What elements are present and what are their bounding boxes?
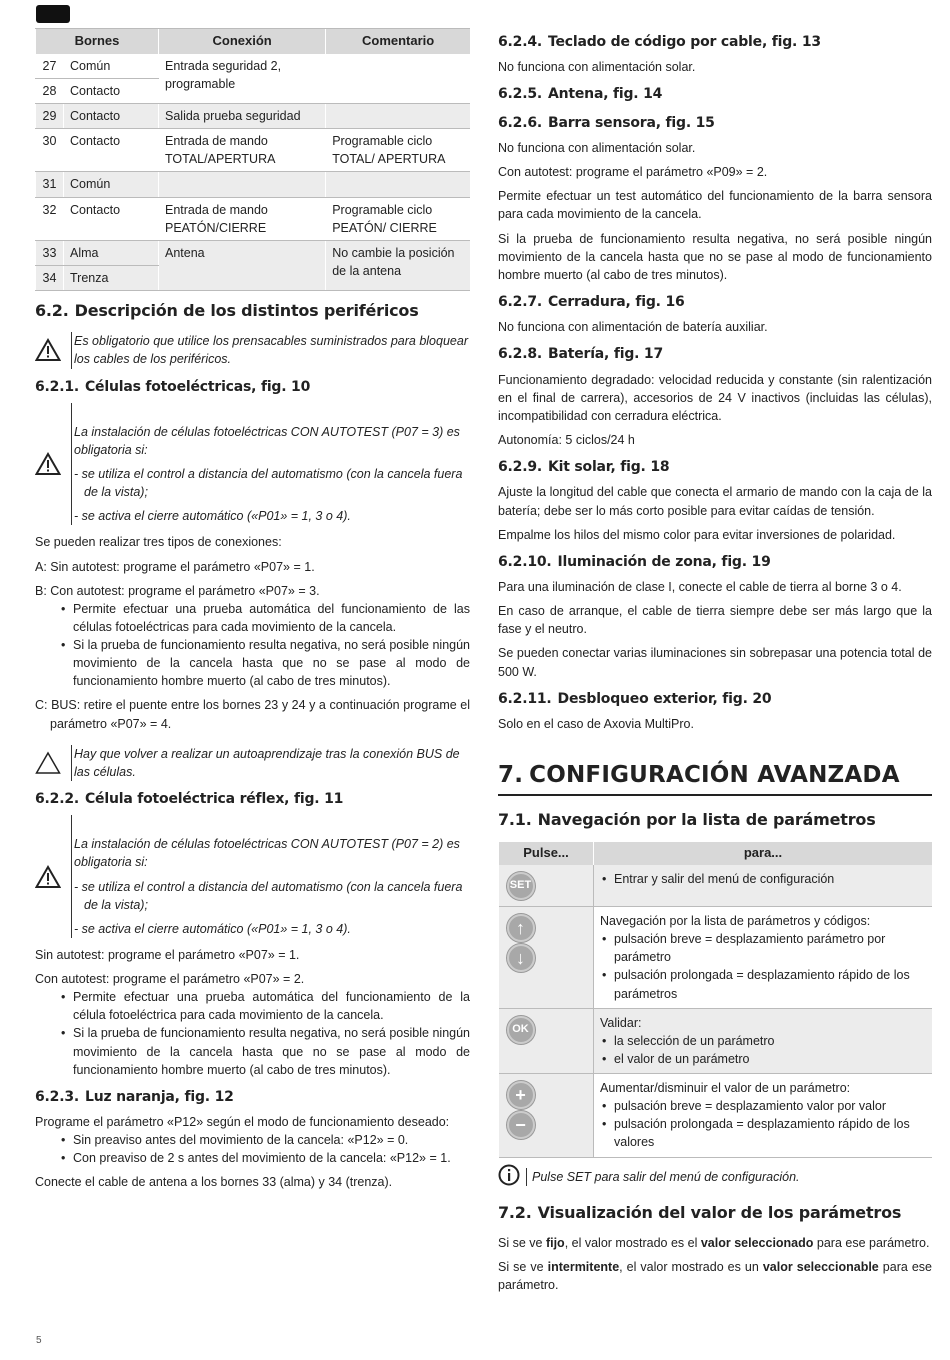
warning-note: [35, 403, 470, 526]
cell-borne: Común: [64, 172, 159, 197]
set-button-icon: SET: [507, 872, 535, 900]
warning-icon: [35, 332, 71, 368]
paragraph: C: BUS: retire el puente entre los bornes 23 y 24 y a continuación programe el parámetro «P07» = 4.: [35, 698, 470, 731]
warning-text: - se activa el cierre automático («P01» = 1, 3 o 4).: [74, 509, 351, 524]
warning-text: - se utiliza el control a distancia del automatismo (con la cancela fuera de la vista);: [74, 879, 463, 912]
paragraph: Solo en el caso de Axovia MultiPro.: [498, 717, 694, 731]
bullet-list: [35, 988, 470, 1079]
cell-borne: Común: [64, 54, 159, 79]
caution-icon: [35, 745, 71, 781]
cell-borne: Contacto: [64, 197, 159, 240]
paragraph: Sin autotest: programe el parámetro «P07» = 1.: [35, 947, 300, 962]
warning-note: [35, 332, 470, 368]
cell-comentario: Programable ciclo TOTAL/ APERTURA: [326, 129, 470, 172]
bullet-list: [35, 1131, 470, 1167]
cell-comentario: Programable ciclo PEATÓN/ CIERRE: [326, 197, 470, 240]
cell-num: 28: [36, 78, 64, 103]
paragraph: Si se ve fijo, el valor mostrado es el valor seleccionado para ese parámetro.: [498, 1235, 930, 1250]
section-6-2-10-heading: 6.2.10. Iluminación de zona, fig. 19: [498, 553, 771, 570]
paragraph: Conecte el cable de antena a los bornes 33 (alma) y 34 (trenza).: [35, 1175, 393, 1190]
chapter-7-heading: 7. CONFIGURACIÓN AVANZADA: [498, 747, 932, 796]
section-6-2-1-heading: 6.2.1. Células fotoeléctricas, fig. 10: [35, 378, 311, 395]
row-text: Validar:: [600, 1015, 642, 1030]
cell-borne: Trenza: [64, 265, 159, 290]
paragraph: Si la prueba de funcionamiento resulta negativa, no será posible ningún movimiento de la cancela hasta que no se pase al modo de funcionamiento hombre muerto (al cabo de tres minutos).: [498, 231, 932, 282]
warning-text: - se activa el cierre automático («P01» = 1, 3 o 4).: [74, 921, 351, 936]
section-6-2-9-heading: 6.2.9. Kit solar, fig. 18: [498, 459, 670, 476]
cell-conexion: Entrada de mando PEATÓN/CIERRE: [159, 197, 326, 240]
bullet-list: [35, 600, 470, 691]
terminals-table: [35, 28, 470, 291]
col-header-conexion: Conexión: [159, 29, 326, 54]
warning-icon: [35, 815, 71, 938]
warning-text: Es obligatorio que utilice los prensacables suministrados para bloquear los cables de los periféricos.: [74, 334, 468, 367]
list-item: • pulsación prolongada = desplazamiento rápido de los parámetros: [600, 966, 926, 1002]
left-column: [35, 28, 470, 1198]
paragraph: Ajuste la longitud del cable que conecta el armario de mando con la caja de la batería; debe ser lo más corto posible para evitar caídas de tensión.: [498, 485, 932, 518]
table-row: [36, 240, 471, 265]
warning-note: [35, 815, 470, 938]
paragraph: En caso de arranque, el cable de tierra siempre debe ser más largo que la fase y el neutro.: [498, 604, 932, 637]
table-row: [36, 129, 471, 172]
list-item: • pulsación breve = desplazamiento valor por valor: [600, 1097, 926, 1115]
table-row: [36, 54, 471, 79]
list-item: • Si la prueba de funcionamiento resulta negativa, no será posible ningún movimiento de la cancela hasta que no se pase al modo de funcionamiento hombre muerto (al cabo de tres minutos).: [35, 1024, 470, 1078]
section-6-2-5-heading: 6.2.5. Antena, fig. 14: [498, 86, 663, 103]
language-flag: [36, 5, 70, 23]
warning-icon: [35, 403, 71, 526]
list-item: • Permite efectuar una prueba automática del funcionamiento de las células fotoeléctricas para cada movimiento de la cancela.: [35, 600, 470, 636]
paragraph: No funciona con alimentación solar.: [498, 141, 696, 156]
right-column: [498, 24, 932, 1300]
paragraph: Empalme los hilos del mismo color para evitar inversiones de polaridad.: [498, 527, 896, 542]
col-header-para: para...: [594, 842, 933, 865]
paragraph: Permite efectuar un test automático del funcionamiento de la barra sensora para cada movimiento de la cancela.: [498, 189, 932, 222]
paragraph: Con autotest: programe el parámetro «P07» = 2.: [35, 972, 305, 986]
cell-conexion: Entrada seguridad 2, programable: [159, 54, 326, 104]
section-6-2-heading: 6.2. Descripción de los distintos periféricos: [35, 301, 419, 321]
section-6-2-7-heading: 6.2.7. Cerradura, fig. 16: [498, 293, 685, 310]
list-item: • pulsación prolongada = desplazamiento rápido de los valores: [600, 1115, 926, 1151]
ok-button-icon: OK: [507, 1016, 535, 1044]
cell-num: 31: [36, 172, 64, 197]
cell-comentario: No cambie la posición de la antena: [326, 240, 470, 290]
cell-num: 27: [36, 54, 64, 79]
list-item: • Si la prueba de funcionamiento resulta negativa, no será posible ningún movimiento de la cancela hasta que no se pase al modo de funcionamiento hombre muerto (al cabo de tres minutos).: [35, 636, 470, 690]
cell-conexion: Antena: [159, 240, 326, 290]
note-text: Hay que volver a realizar un autoaprendizaje tras la conexión BUS de las células.: [74, 746, 460, 779]
down-arrow-button-icon: ↓: [507, 944, 535, 972]
list-item: • Sin preaviso antes del movimiento de la cancela: «P12» = 0.: [35, 1131, 470, 1149]
warning-text: La instalación de células fotoeléctricas CON AUTOTEST (P07 = 3) es obligatoria si:: [74, 424, 460, 457]
paragraph: Con autotest: programe el parámetro «P09» = 2.: [498, 165, 768, 180]
up-arrow-button-icon: ↑: [507, 914, 535, 942]
section-6-2-8-heading: 6.2.8. Batería, fig. 17: [498, 346, 664, 363]
caution-note: [35, 745, 470, 781]
paragraph: Se pueden realizar tres tipos de conexiones:: [35, 535, 282, 550]
paragraph: Programe el parámetro «P12» según el modo de funcionamiento deseado:: [35, 1115, 450, 1130]
table-row: [36, 197, 471, 240]
table-row: [499, 865, 933, 907]
section-7-1-heading: 7.1. Navegación por la lista de parámetros: [498, 810, 876, 830]
cell-conexion: [159, 172, 326, 197]
table-row: [36, 172, 471, 197]
section-7-2-heading: 7.2. Visualización del valor de los parámetros: [498, 1202, 902, 1222]
paragraph: Si se ve intermitente, el valor mostrado es un valor seleccionable para ese parámetro.: [498, 1259, 932, 1293]
col-header-pulse: Pulse...: [499, 842, 594, 865]
cell-conexion: Entrada de mando TOTAL/APERTURA: [159, 129, 326, 172]
cell-borne: Alma: [64, 240, 159, 265]
paragraph: No funciona con alimentación solar.: [498, 60, 696, 75]
table-row: [499, 1008, 933, 1073]
col-header-bornes: Bornes: [36, 29, 159, 54]
info-note: [498, 1164, 932, 1191]
section-6-2-11-heading: 6.2.11. Desbloqueo exterior, fig. 20: [498, 690, 772, 707]
paragraph: No funciona con alimentación de batería auxiliar.: [498, 320, 768, 335]
paragraph: Autonomía: 5 ciclos/24 h: [498, 432, 635, 447]
list-item: • la selección de un parámetro: [600, 1032, 926, 1050]
cell-num: 29: [36, 104, 64, 129]
cell-conexion: Salida prueba seguridad: [159, 104, 326, 129]
cell-num: 33: [36, 240, 64, 265]
cell-borne: Contacto: [64, 129, 159, 172]
list-item: • Entrar y salir del menú de configuración: [600, 870, 926, 888]
info-icon: [498, 1164, 526, 1191]
paragraph: B: Con autotest: programe el parámetro «P07» = 3.: [35, 583, 320, 598]
list-item: • pulsación breve = desplazamiento parámetro por parámetro: [600, 930, 926, 966]
list-item: • Permite efectuar una prueba automática del funcionamiento de la célula fotoeléctrica para cada movimiento de la cancela.: [35, 988, 470, 1024]
cell-borne: Contacto: [64, 104, 159, 129]
cell-comentario: [326, 172, 470, 197]
col-header-comentario: Comentario: [326, 29, 470, 54]
section-6-2-3-heading: 6.2.3. Luz naranja, fig. 12: [35, 1088, 234, 1105]
list-item: • el valor de un parámetro: [600, 1050, 926, 1068]
page-number: 5: [36, 1335, 42, 1346]
table-row: [499, 1074, 933, 1158]
cell-comentario: [326, 54, 470, 104]
cell-num: 34: [36, 265, 64, 290]
info-text: Pulse SET para salir del menú de configuración.: [526, 1168, 800, 1186]
cell-comentario: [326, 104, 470, 129]
plus-button-icon: +: [507, 1081, 535, 1109]
list-item: • Con preaviso de 2 s antes del movimiento de la cancela: «P12» = 1.: [35, 1149, 470, 1167]
paragraph: A: Sin autotest: programe el parámetro «P07» = 1.: [35, 559, 315, 574]
row-text: Navegación por la lista de parámetros y códigos:: [600, 914, 871, 928]
warning-text: La instalación de células fotoeléctricas CON AUTOTEST (P07 = 2) es obligatoria si:: [74, 837, 460, 870]
paragraph: Para una iluminación de clase I, conecte el cable de tierra al borne 3 o 4.: [498, 580, 902, 595]
table-row: [499, 907, 933, 1009]
cell-num: 32: [36, 197, 64, 240]
minus-button-icon: −: [507, 1111, 535, 1139]
paragraph: Se pueden conectar varias iluminaciones sin sobrepasar una potencia total de 500 W.: [498, 646, 932, 679]
cell-num: 30: [36, 129, 64, 172]
section-6-2-4-heading: 6.2.4. Teclado de código por cable, fig. 13: [498, 34, 821, 50]
table-row: [36, 104, 471, 129]
warning-text: - se utiliza el control a distancia del automatismo (con la cancela fuera de la vista);: [74, 467, 463, 500]
cell-borne: Contacto: [64, 78, 159, 103]
paragraph: Funcionamiento degradado: velocidad reducida y constante (sin ralentización en el final de carrera), accesorios de 24 V inactivos (incluidas las células), incompatibilidad con cerradura eléctrica.: [498, 372, 932, 423]
section-6-2-6-heading: 6.2.6. Barra sensora, fig. 15: [498, 114, 715, 131]
section-6-2-2-heading: 6.2.2. Célula fotoeléctrica réflex, fig. 11: [35, 790, 344, 807]
row-text: Aumentar/disminuir el valor de un parámetro:: [600, 1081, 851, 1095]
navigation-table: [498, 842, 932, 1158]
